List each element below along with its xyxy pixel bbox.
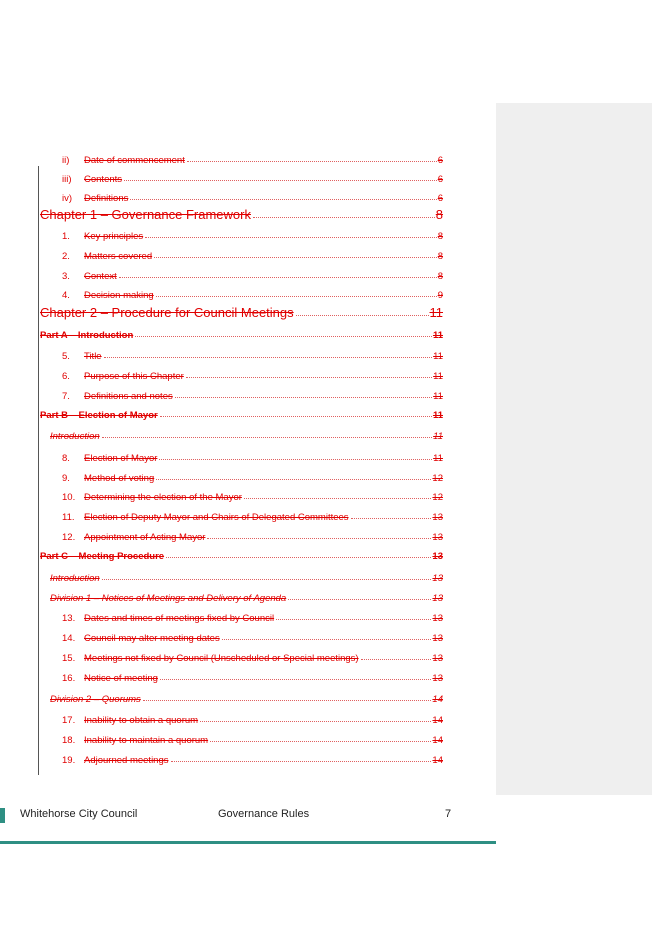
toc-entry-title: Dates and times of meetings fixed by Council	[84, 613, 275, 624]
toc-entry-page: 11	[433, 453, 443, 464]
toc-entry[interactable]	[50, 588, 443, 604]
toc-entry[interactable]	[62, 366, 443, 382]
toc-dot-leader	[200, 721, 431, 722]
toc-entry[interactable]	[62, 628, 443, 644]
toc-entry-number: 12.	[62, 532, 76, 543]
toc-entry-number: 11.	[62, 512, 75, 523]
toc-entry-number: 2.	[62, 251, 70, 262]
toc-entry-number: 13.	[62, 613, 76, 624]
toc-dot-leader	[154, 257, 437, 258]
toc-entry-page: 13	[432, 551, 443, 562]
toc-entry-title: Date of commencement	[84, 155, 185, 166]
toc-entry-title: Election of Mayor	[84, 453, 158, 464]
toc-entry-page: 11	[432, 410, 443, 421]
toc-entry-page: 9	[437, 290, 443, 301]
toc-entry[interactable]	[62, 266, 443, 282]
toc-entry[interactable]	[62, 188, 443, 204]
toc-entry-number: 15.	[62, 653, 76, 664]
toc-entry-title: Inability to obtain a quorum	[84, 715, 199, 726]
toc-entry-page: 8	[435, 207, 443, 222]
toc-entry-page: 6	[437, 193, 443, 204]
toc-dot-leader	[288, 599, 431, 600]
toc-entry-number: 5.	[62, 351, 70, 362]
toc-entry-number: 7.	[62, 391, 70, 402]
toc-entry-title: Part B – Election of Mayor	[40, 410, 158, 421]
toc-entry-title: Method of voting	[84, 473, 155, 484]
toc-entry[interactable]	[40, 405, 443, 421]
toc-entry-page: 14	[432, 715, 443, 726]
toc-dot-leader	[156, 296, 437, 297]
toc-dot-leader	[166, 557, 431, 558]
toc-entry-title: Part A – Introduction	[40, 330, 134, 341]
toc-dot-leader	[222, 639, 432, 640]
toc-entry-page: 6	[437, 155, 443, 166]
toc-entry-title: Council may alter meeting dates	[84, 633, 220, 644]
toc-entry-page: 11	[433, 351, 443, 362]
footer-document-title: Governance Rules	[218, 808, 310, 820]
toc-entry-number: iv)	[62, 193, 73, 204]
toc-entry-number: 6.	[62, 371, 70, 382]
toc-entry-title: Matters covered	[84, 251, 153, 262]
toc-entry[interactable]	[50, 426, 443, 442]
toc-entry-number: 16.	[62, 673, 76, 684]
toc-dot-leader	[143, 700, 432, 701]
toc-entry-title: Determining the election of the Mayor	[84, 492, 242, 503]
toc-entry[interactable]	[62, 346, 443, 362]
toc-entry-page: 8	[437, 271, 443, 282]
toc-dot-leader	[102, 579, 432, 580]
toc-entry-title: Chapter 1 – Governance Framework	[40, 207, 251, 222]
toc-entry-title: Contents	[84, 174, 123, 185]
toc-entry-title: Title	[84, 351, 102, 362]
toc-entry[interactable]	[62, 648, 443, 664]
toc-entry[interactable]	[62, 527, 443, 543]
toc-entry-page: 11	[432, 330, 443, 341]
toc-entry[interactable]	[62, 507, 443, 523]
toc-entry-title: Part C – Meeting Procedure	[40, 551, 165, 562]
toc-entry-number: 19.	[62, 755, 76, 766]
toc-dot-leader	[130, 199, 436, 200]
toc-entry-page: 14	[432, 755, 443, 766]
toc-entry-title: Introduction	[50, 431, 100, 442]
toc-dot-leader	[119, 277, 437, 278]
toc-entry-number: ii)	[62, 155, 70, 166]
toc-entry[interactable]	[62, 150, 443, 166]
toc-dot-leader	[351, 518, 432, 519]
toc-entry-page: 14	[432, 735, 443, 746]
toc-entry[interactable]	[62, 668, 443, 684]
toc-entry-page: 13	[432, 573, 443, 584]
toc-entry[interactable]	[62, 710, 443, 726]
toc-dot-leader	[171, 761, 432, 762]
toc-dot-leader	[207, 538, 431, 539]
toc-entry-page: 6	[437, 174, 443, 185]
toc-entry-title: Division 1 – Notices of Meetings and Delivery of Agenda	[50, 593, 287, 604]
toc-entry[interactable]	[62, 448, 443, 464]
toc-entry-title: Purpose of this Chapter	[84, 371, 184, 382]
footer-accent-bar	[0, 808, 5, 823]
toc-entry[interactable]	[40, 546, 443, 562]
footer-page-number: 7	[445, 808, 452, 820]
toc-dot-leader	[124, 180, 437, 181]
toc-entry[interactable]	[62, 386, 443, 402]
toc-entry-number: 10.	[62, 492, 76, 503]
toc-entry-title: Key principles	[84, 231, 144, 242]
toc-entry-page: 13	[432, 613, 443, 624]
toc-entry-title: Appointment of Acting Mayor	[84, 532, 206, 543]
toc-dot-leader	[135, 336, 432, 337]
toc-dot-leader	[253, 217, 435, 218]
toc-entry-number: iii)	[62, 174, 72, 185]
toc-entry-page: 13	[432, 532, 443, 543]
toc-entry[interactable]	[40, 206, 443, 222]
toc-entry[interactable]	[62, 468, 443, 484]
toc-entry[interactable]	[62, 730, 443, 746]
toc-entry-page: 11	[433, 371, 443, 382]
toc-entry-title: Division 2 – Quorums	[50, 694, 141, 705]
toc-entry[interactable]	[62, 608, 443, 624]
toc-entry[interactable]	[62, 750, 443, 766]
toc-entry-title: Notice of meeting	[84, 673, 158, 684]
toc-entry-page: 11	[433, 391, 443, 402]
toc-dot-leader	[145, 237, 437, 238]
toc-entry-page: 12	[432, 473, 443, 484]
toc-entry[interactable]	[40, 325, 443, 341]
toc-entry-title: Inability to maintain a quorum	[84, 735, 209, 746]
toc-dot-leader	[210, 741, 431, 742]
toc-dot-leader	[296, 315, 429, 316]
toc-entry-page: 13	[432, 633, 443, 644]
toc-entry-title: Definitions and notes	[84, 391, 173, 402]
toc-entry-page: 11	[429, 305, 443, 320]
toc-entry-page: 13	[432, 673, 443, 684]
toc-entry-number: 1.	[62, 231, 70, 242]
toc-dot-leader	[244, 498, 432, 499]
toc-entry-title: Adjourned meetings	[84, 755, 169, 766]
toc-entry[interactable]	[62, 487, 443, 503]
toc-dot-leader	[186, 377, 432, 378]
footer-organization: Whitehorse City Council	[20, 808, 138, 820]
toc-dot-leader	[187, 161, 437, 162]
toc-entry[interactable]	[50, 689, 443, 705]
toc-dot-leader	[159, 459, 432, 460]
toc-entry-title: Meetings not fixed by Council (Unscheduled or Special meetings)	[84, 653, 359, 664]
toc-entry[interactable]	[62, 169, 443, 185]
toc-entry-number: 18.	[62, 735, 76, 746]
toc-entry-title: Context	[84, 271, 117, 282]
toc-entry[interactable]	[50, 568, 443, 584]
toc-entry-title: Introduction	[50, 573, 100, 584]
toc-dot-leader	[160, 416, 432, 417]
toc-entry-number: 4.	[62, 290, 70, 301]
toc-entry-title: Decision making	[84, 290, 154, 301]
toc-entry-page: 11	[433, 431, 443, 442]
toc-entry-title: Definitions	[84, 193, 129, 204]
toc-dot-leader	[160, 679, 431, 680]
toc-entry-page: 13	[432, 653, 443, 664]
toc-entry-number: 8.	[62, 453, 70, 464]
toc-entry-title: Chapter 2 – Procedure for Council Meetings	[40, 305, 294, 320]
toc-dot-leader	[104, 357, 433, 358]
toc-entry-page: 13	[432, 593, 443, 604]
toc-entry-page: 14	[432, 694, 443, 705]
toc-entry-number: 3.	[62, 271, 70, 282]
toc-entry[interactable]	[40, 304, 443, 320]
toc-entry-number: 17.	[62, 715, 76, 726]
toc-dot-leader	[276, 619, 431, 620]
toc-entry-number: 9.	[62, 473, 70, 484]
footer-rule	[0, 841, 496, 844]
toc-dot-leader	[156, 479, 431, 480]
toc-entry[interactable]	[62, 226, 443, 242]
toc-entry[interactable]	[62, 246, 443, 262]
toc-entry-number: 14.	[62, 633, 76, 644]
toc-entry-page: 8	[437, 231, 443, 242]
toc-dot-leader	[102, 437, 432, 438]
toc-entry-page: 12	[432, 492, 443, 503]
toc-entry-page: 8	[437, 251, 443, 262]
toc-entry-page: 13	[432, 512, 443, 523]
toc-entry[interactable]	[62, 285, 443, 301]
toc-dot-leader	[175, 397, 432, 398]
toc-dot-leader	[361, 659, 432, 660]
toc-entry-title: Election of Deputy Mayor and Chairs of Delegated Committees	[84, 512, 349, 523]
